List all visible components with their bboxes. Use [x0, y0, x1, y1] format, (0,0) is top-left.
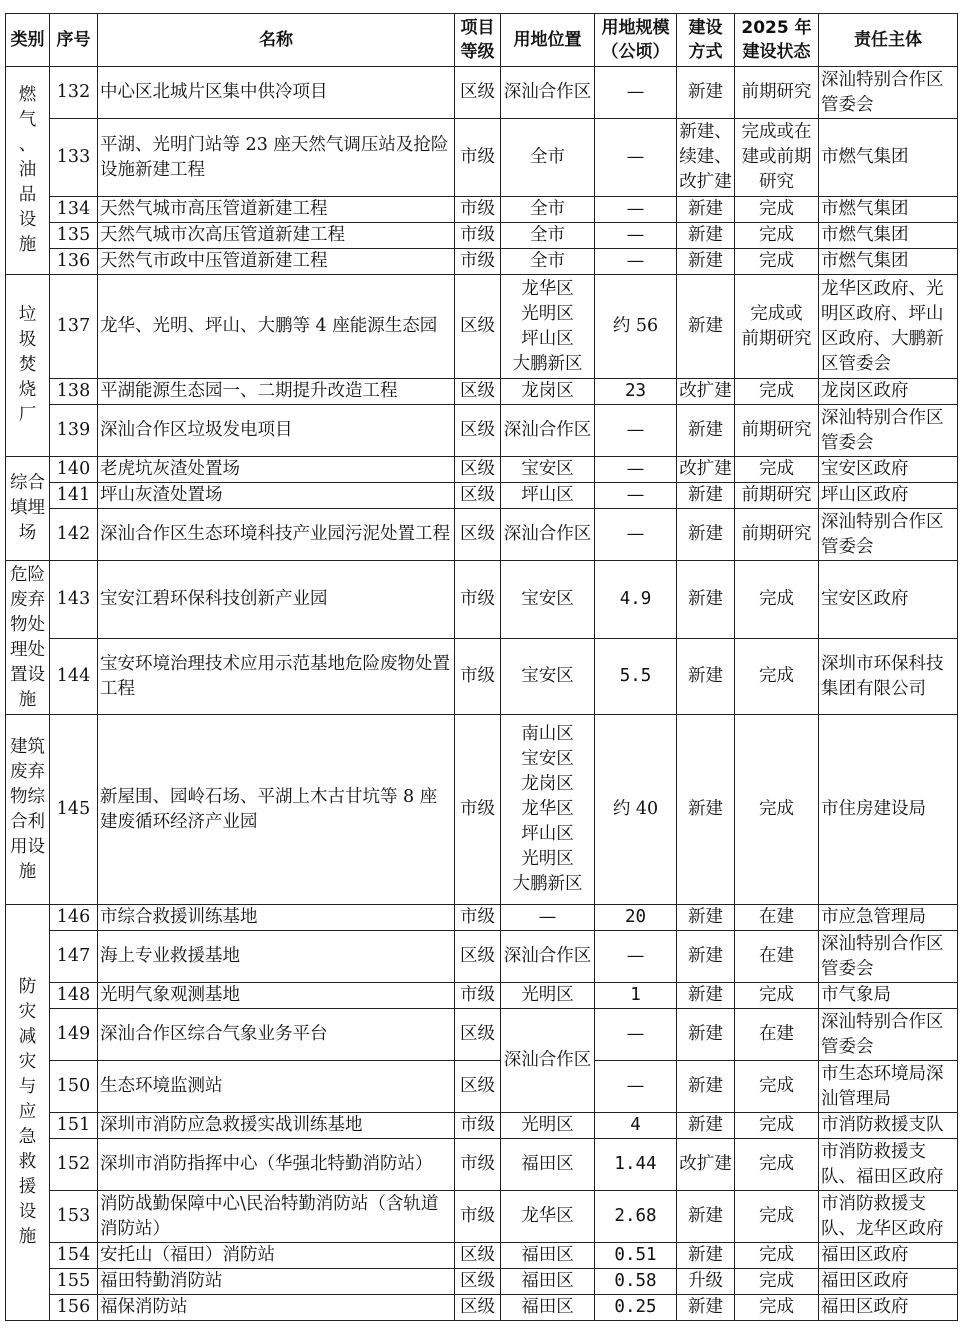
table-row [6, 275, 958, 379]
mode-cell: 新建 [677, 1061, 735, 1113]
location-cell: 深汕合作区 [501, 67, 595, 119]
owner-cell: 坪山区政府 [819, 483, 958, 509]
owner-cell: 深汕特别合作区管委会 [819, 67, 958, 119]
table-row [6, 405, 958, 457]
scale-cell: 20 [595, 905, 677, 931]
mode-cell: 新建 [677, 249, 735, 275]
owner-cell: 市消防救援支队、龙华区政府 [819, 1191, 958, 1243]
owner-cell: 深汕特别合作区管委会 [819, 509, 958, 561]
location-cell: 深汕合作区 [501, 405, 595, 457]
seq-cell: 141 [50, 483, 98, 509]
name-cell: 坪山灰渣处置场 [98, 483, 455, 509]
location-cell: 全市 [501, 119, 595, 197]
level-cell: 区级 [455, 405, 501, 457]
level-cell: 市级 [455, 197, 501, 223]
location-cell: 福田区 [501, 1295, 595, 1321]
seq-cell: 145 [50, 715, 98, 905]
name-cell: 深圳市消防指挥中心（华强北特勤消防站） [98, 1139, 455, 1191]
seq-cell: 152 [50, 1139, 98, 1191]
seq-cell: 142 [50, 509, 98, 561]
name-cell: 宝安江碧环保科技创新产业园 [98, 561, 455, 639]
location-cell: 龙华区 光明区 坪山区 大鹏新区 [501, 275, 595, 379]
table-row [6, 1243, 958, 1269]
seq-cell: 150 [50, 1061, 98, 1113]
name-cell: 宝安环境治理技术应用示范基地危险废物处置工程 [98, 639, 455, 715]
location-cell: 光明区 [501, 1113, 595, 1139]
scale-cell: 0.25 [595, 1295, 677, 1321]
project-table [5, 13, 958, 1321]
owner-cell: 市住房建设局 [819, 715, 958, 905]
seq-cell: 136 [50, 249, 98, 275]
name-cell: 天然气市政中压管道新建工程 [98, 249, 455, 275]
status-cell: 完成 [735, 249, 819, 275]
seq-cell: 149 [50, 1009, 98, 1061]
table-row [6, 715, 958, 905]
seq-cell: 134 [50, 197, 98, 223]
scale-cell: 23 [595, 379, 677, 405]
mode-cell: 新建 [677, 1009, 735, 1061]
scale-cell: — [595, 1009, 677, 1061]
scale-cell: — [595, 931, 677, 983]
mode-cell: 新建 [677, 483, 735, 509]
location-cell: 全市 [501, 197, 595, 223]
name-cell: 深汕合作区综合气象业务平台 [98, 1009, 455, 1061]
level-cell: 市级 [455, 561, 501, 639]
level-cell: 区级 [455, 275, 501, 379]
name-cell: 天然气城市次高压管道新建工程 [98, 223, 455, 249]
mode-cell: 新建 [677, 715, 735, 905]
name-cell: 安托山（福田）消防站 [98, 1243, 455, 1269]
table-row [6, 1139, 958, 1191]
level-cell: 市级 [455, 715, 501, 905]
status-cell: 完成 [735, 197, 819, 223]
mode-cell: 新建 [677, 223, 735, 249]
table-row [6, 483, 958, 509]
table-row [6, 249, 958, 275]
table-row [6, 1061, 958, 1113]
table-row [6, 457, 958, 483]
seq-cell: 153 [50, 1191, 98, 1243]
status-cell: 完成 [735, 1139, 819, 1191]
name-cell: 深圳市消防应急救援实战训练基地 [98, 1113, 455, 1139]
level-cell: 市级 [455, 223, 501, 249]
scale-cell: 4.9 [595, 561, 677, 639]
seq-cell: 139 [50, 405, 98, 457]
status-cell: 完成 [735, 1269, 819, 1295]
scale-cell: 0.58 [595, 1269, 677, 1295]
name-cell: 消防战勤保障中心\民治特勤消防站（含轨道消防站） [98, 1191, 455, 1243]
mode-cell: 新建 [677, 561, 735, 639]
level-cell: 市级 [455, 119, 501, 197]
level-cell: 区级 [455, 1295, 501, 1321]
name-cell: 平湖、光明门站等 23 座天然气调压站及抢险设施新建工程 [98, 119, 455, 197]
table-row [6, 905, 958, 931]
status-cell: 完成 [735, 715, 819, 905]
scale-cell: — [595, 509, 677, 561]
status-cell: 完成或在 建或前期 研究 [735, 119, 819, 197]
header-category: 类别 [6, 14, 50, 67]
owner-cell: 福田区政府 [819, 1243, 958, 1269]
name-cell: 深汕合作区生态环境科技产业园污泥处置工程 [98, 509, 455, 561]
category-cell: 防 灾 减 灾 与 应 急 救 援 设 施 [6, 905, 50, 1321]
status-cell: 完成 [735, 1113, 819, 1139]
scale-cell: — [595, 405, 677, 457]
header-status: 2025 年 建设状态 [735, 14, 819, 67]
level-cell: 区级 [455, 1009, 501, 1061]
mode-cell: 升级 [677, 1269, 735, 1295]
owner-cell: 福田区政府 [819, 1295, 958, 1321]
location-cell: 光明区 [501, 983, 595, 1009]
location-cell: — [501, 905, 595, 931]
category-cell: 垃 圾 焚 烧 厂 [6, 275, 50, 457]
status-cell: 前期研究 [735, 509, 819, 561]
mode-cell: 新建 [677, 1243, 735, 1269]
planning-table-document [5, 13, 957, 1321]
table-row [6, 1113, 958, 1139]
location-cell: 南山区 宝安区 龙岗区 龙华区 坪山区 光明区 大鹏新区 [501, 715, 595, 905]
status-cell: 完成 [735, 639, 819, 715]
owner-cell: 市燃气集团 [819, 119, 958, 197]
seq-cell: 151 [50, 1113, 98, 1139]
header-level: 项目 等级 [455, 14, 501, 67]
location-cell: 福田区 [501, 1243, 595, 1269]
location-cell: 福田区 [501, 1139, 595, 1191]
name-cell: 老虎坑灰渣处置场 [98, 457, 455, 483]
status-cell: 完成 [735, 457, 819, 483]
mode-cell: 新建 [677, 405, 735, 457]
name-cell: 中心区北城片区集中供冷项目 [98, 67, 455, 119]
mode-cell: 新建 [677, 931, 735, 983]
table-row [6, 931, 958, 983]
scale-cell: — [595, 1061, 677, 1113]
status-cell: 在建 [735, 905, 819, 931]
name-cell: 福田特勤消防站 [98, 1269, 455, 1295]
location-cell: 宝安区 [501, 561, 595, 639]
scale-cell: 4 [595, 1113, 677, 1139]
table-row [6, 1009, 958, 1061]
status-cell: 在建 [735, 1009, 819, 1061]
mode-cell: 新建 [677, 509, 735, 561]
name-cell: 海上专业救援基地 [98, 931, 455, 983]
owner-cell: 市应急管理局 [819, 905, 958, 931]
mode-cell: 新建 [677, 275, 735, 379]
level-cell: 市级 [455, 639, 501, 715]
owner-cell: 市燃气集团 [819, 223, 958, 249]
level-cell: 区级 [455, 509, 501, 561]
owner-cell: 龙岗区政府 [819, 379, 958, 405]
mode-cell: 新建 [677, 905, 735, 931]
table-body [6, 67, 958, 1321]
seq-cell: 154 [50, 1243, 98, 1269]
status-cell: 完成 [735, 1191, 819, 1243]
seq-cell: 135 [50, 223, 98, 249]
seq-cell: 146 [50, 905, 98, 931]
seq-cell: 137 [50, 275, 98, 379]
level-cell: 区级 [455, 379, 501, 405]
seq-cell: 156 [50, 1295, 98, 1321]
scale-cell: 2.68 [595, 1191, 677, 1243]
owner-cell: 深汕特别合作区管委会 [819, 1009, 958, 1061]
header-location: 用地位置 [501, 14, 595, 67]
location-cell: 坪山区 [501, 483, 595, 509]
scale-cell: 1 [595, 983, 677, 1009]
table-row [6, 983, 958, 1009]
seq-cell: 147 [50, 931, 98, 983]
owner-cell: 宝安区政府 [819, 457, 958, 483]
mode-cell: 新建 [677, 1113, 735, 1139]
seq-cell: 133 [50, 119, 98, 197]
category-cell: 建筑 废弃 物综 合利 用设 施 [6, 715, 50, 905]
table-row [6, 1191, 958, 1243]
table-row [6, 223, 958, 249]
level-cell: 区级 [455, 1243, 501, 1269]
owner-cell: 市气象局 [819, 983, 958, 1009]
header-row [6, 14, 958, 67]
category-cell: 综合 填埋 场 [6, 457, 50, 561]
level-cell: 市级 [455, 983, 501, 1009]
owner-cell: 福田区政府 [819, 1269, 958, 1295]
scale-cell: — [595, 197, 677, 223]
seq-cell: 138 [50, 379, 98, 405]
seq-cell: 143 [50, 561, 98, 639]
mode-cell: 新建、 续建、 改扩建 [677, 119, 735, 197]
location-cell: 全市 [501, 249, 595, 275]
name-cell: 市综合救援训练基地 [98, 905, 455, 931]
header-mode: 建设 方式 [677, 14, 735, 67]
name-cell: 龙华、光明、坪山、大鹏等 4 座能源生态园 [98, 275, 455, 379]
scale-cell: — [595, 483, 677, 509]
table-row [6, 1269, 958, 1295]
category-cell: 危险 废弃 物处 理处 置设 施 [6, 561, 50, 715]
owner-cell: 市消防救援支队 [819, 1113, 958, 1139]
level-cell: 区级 [455, 483, 501, 509]
scale-cell: — [595, 67, 677, 119]
level-cell: 区级 [455, 1269, 501, 1295]
level-cell: 市级 [455, 1191, 501, 1243]
owner-cell: 宝安区政府 [819, 561, 958, 639]
status-cell: 完成 [735, 561, 819, 639]
scale-cell: 1.44 [595, 1139, 677, 1191]
owner-cell: 市燃气集团 [819, 197, 958, 223]
name-cell: 新屋围、园岭石场、平湖上木古甘坑等 8 座建废循环经济产业园 [98, 715, 455, 905]
status-cell: 完成 [735, 1243, 819, 1269]
category-cell: 燃 气 、 油 品 设 施 [6, 67, 50, 275]
status-cell: 前期研究 [735, 483, 819, 509]
owner-cell: 深圳市环保科技集团有限公司 [819, 639, 958, 715]
owner-cell: 市燃气集团 [819, 249, 958, 275]
location-cell: 深汕合作区 [501, 1009, 595, 1113]
seq-cell: 140 [50, 457, 98, 483]
scale-cell: 约 56 [595, 275, 677, 379]
table-row [6, 379, 958, 405]
location-cell: 深汕合作区 [501, 931, 595, 983]
level-cell: 区级 [455, 931, 501, 983]
header-seq: 序号 [50, 14, 98, 67]
mode-cell: 改扩建 [677, 1139, 735, 1191]
table-row [6, 67, 958, 119]
location-cell: 宝安区 [501, 639, 595, 715]
mode-cell: 新建 [677, 1295, 735, 1321]
header-scale: 用地规模 （公顷） [595, 14, 677, 67]
level-cell: 市级 [455, 905, 501, 931]
location-cell: 龙华区 [501, 1191, 595, 1243]
table-row [6, 639, 958, 715]
status-cell: 完成 [735, 379, 819, 405]
owner-cell: 深汕特别合作区管委会 [819, 931, 958, 983]
name-cell: 福保消防站 [98, 1295, 455, 1321]
location-cell: 宝安区 [501, 457, 595, 483]
scale-cell: 约 40 [595, 715, 677, 905]
owner-cell: 市消防救援支队、福田区政府 [819, 1139, 958, 1191]
mode-cell: 新建 [677, 67, 735, 119]
level-cell: 市级 [455, 249, 501, 275]
table-row [6, 561, 958, 639]
level-cell: 区级 [455, 67, 501, 119]
location-cell: 福田区 [501, 1269, 595, 1295]
name-cell: 平湖能源生态园一、二期提升改造工程 [98, 379, 455, 405]
seq-cell: 148 [50, 983, 98, 1009]
seq-cell: 132 [50, 67, 98, 119]
seq-cell: 144 [50, 639, 98, 715]
seq-cell: 155 [50, 1269, 98, 1295]
status-cell: 完成 [735, 223, 819, 249]
header-owner: 责任主体 [819, 14, 958, 67]
owner-cell: 市生态环境局深汕管理局 [819, 1061, 958, 1113]
table-row [6, 1295, 958, 1321]
name-cell: 深汕合作区垃圾发电项目 [98, 405, 455, 457]
scale-cell: — [595, 249, 677, 275]
status-cell: 完成 [735, 983, 819, 1009]
location-cell: 全市 [501, 223, 595, 249]
table-row [6, 119, 958, 197]
status-cell: 在建 [735, 931, 819, 983]
level-cell: 区级 [455, 1061, 501, 1113]
mode-cell: 新建 [677, 197, 735, 223]
scale-cell: — [595, 457, 677, 483]
location-cell: 深汕合作区 [501, 509, 595, 561]
mode-cell: 改扩建 [677, 379, 735, 405]
scale-cell: — [595, 223, 677, 249]
status-cell: 前期研究 [735, 405, 819, 457]
owner-cell: 龙华区政府、光明区政府、坪山区政府、大鹏新区管委会 [819, 275, 958, 379]
level-cell: 市级 [455, 1139, 501, 1191]
scale-cell: — [595, 119, 677, 197]
location-cell: 龙岗区 [501, 379, 595, 405]
header-name: 名称 [98, 14, 455, 67]
name-cell: 生态环境监测站 [98, 1061, 455, 1113]
mode-cell: 新建 [677, 639, 735, 715]
scale-cell: 0.51 [595, 1243, 677, 1269]
name-cell: 光明气象观测基地 [98, 983, 455, 1009]
level-cell: 市级 [455, 1113, 501, 1139]
name-cell: 天然气城市高压管道新建工程 [98, 197, 455, 223]
scale-cell: 5.5 [595, 639, 677, 715]
status-cell: 完成或 前期研究 [735, 275, 819, 379]
mode-cell: 新建 [677, 983, 735, 1009]
owner-cell: 深汕特别合作区管委会 [819, 405, 958, 457]
mode-cell: 改扩建 [677, 457, 735, 483]
table-row [6, 509, 958, 561]
status-cell: 前期研究 [735, 67, 819, 119]
level-cell: 区级 [455, 457, 501, 483]
status-cell: 完成 [735, 1061, 819, 1113]
status-cell: 完成 [735, 1295, 819, 1321]
mode-cell: 新建 [677, 1191, 735, 1243]
table-row [6, 197, 958, 223]
